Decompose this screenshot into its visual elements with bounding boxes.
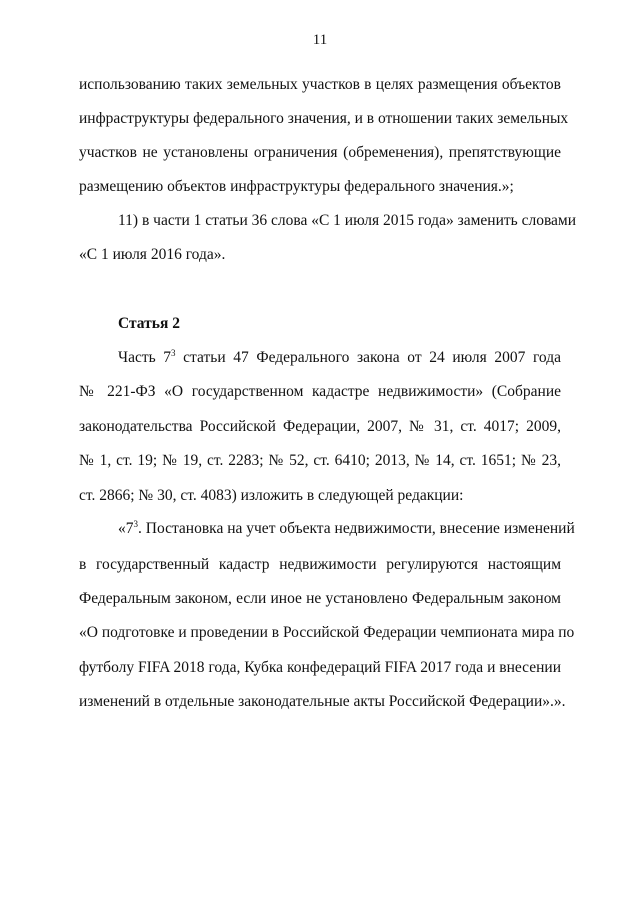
text-line: «С 1 июля 2016 года».: [79, 246, 226, 263]
text-line: № 1, ст. 19; № 19, ст. 2283; № 52, ст. 6410; 2013, № 14, ст. 1651; № 23,: [79, 452, 561, 469]
text-line: использованию таких земельных участков в целях размещения объектов: [79, 76, 561, 93]
text-line: 11) в части 1 статьи 36 слова «С 1 июля 2015 года» заменить словами: [118, 212, 577, 229]
text-line: изменений в отдельные законодательные акты Российской Федерации».».: [79, 693, 566, 710]
text-line: участков не установлены ограничения (обременения), препятствующие: [79, 144, 561, 161]
article-heading: Статья 2: [118, 315, 180, 332]
text-fragment: «7: [118, 520, 134, 537]
text-line: законодательства Российской Федерации, 2007, № 31, ст. 4017; 2009,: [79, 418, 561, 435]
text-line: № 221-ФЗ «О государственном кадастре недвижимости» (Собрание: [79, 383, 561, 400]
text-fragment: Часть 7: [118, 349, 172, 366]
text-line: футболу FIFA 2018 года, Кубка конфедераций FIFA 2017 года и внесении: [79, 659, 561, 676]
text-line: в государственный кадастр недвижимости регулируются настоящим: [79, 556, 561, 573]
text-line: ст. 2866; № 30, ст. 4083) изложить в следующей редакции:: [79, 487, 464, 504]
superscript: 3: [171, 347, 176, 358]
text-line: [118, 348, 561, 368]
text-line: Федеральным законом, если иное не установлено Федеральным законом: [79, 590, 561, 607]
text-line: «О подготовке и проведении в Российской Федерации чемпионата мира по: [79, 624, 575, 641]
text-fragment: статьи 47 Федерального закона от 24 июля 2007 года: [175, 349, 561, 366]
page-number: 11: [312, 32, 328, 48]
text-line: инфраструктуры федерального значения, и в отношении таких земельных: [79, 110, 569, 127]
superscript: 3: [133, 518, 138, 529]
text-fragment: . Постановка на учет объекта недвижимости, внесение изменений: [138, 520, 575, 537]
text-line: [118, 518, 575, 539]
text-line: размещению объектов инфраструктуры федерального значения.»;: [79, 178, 514, 195]
